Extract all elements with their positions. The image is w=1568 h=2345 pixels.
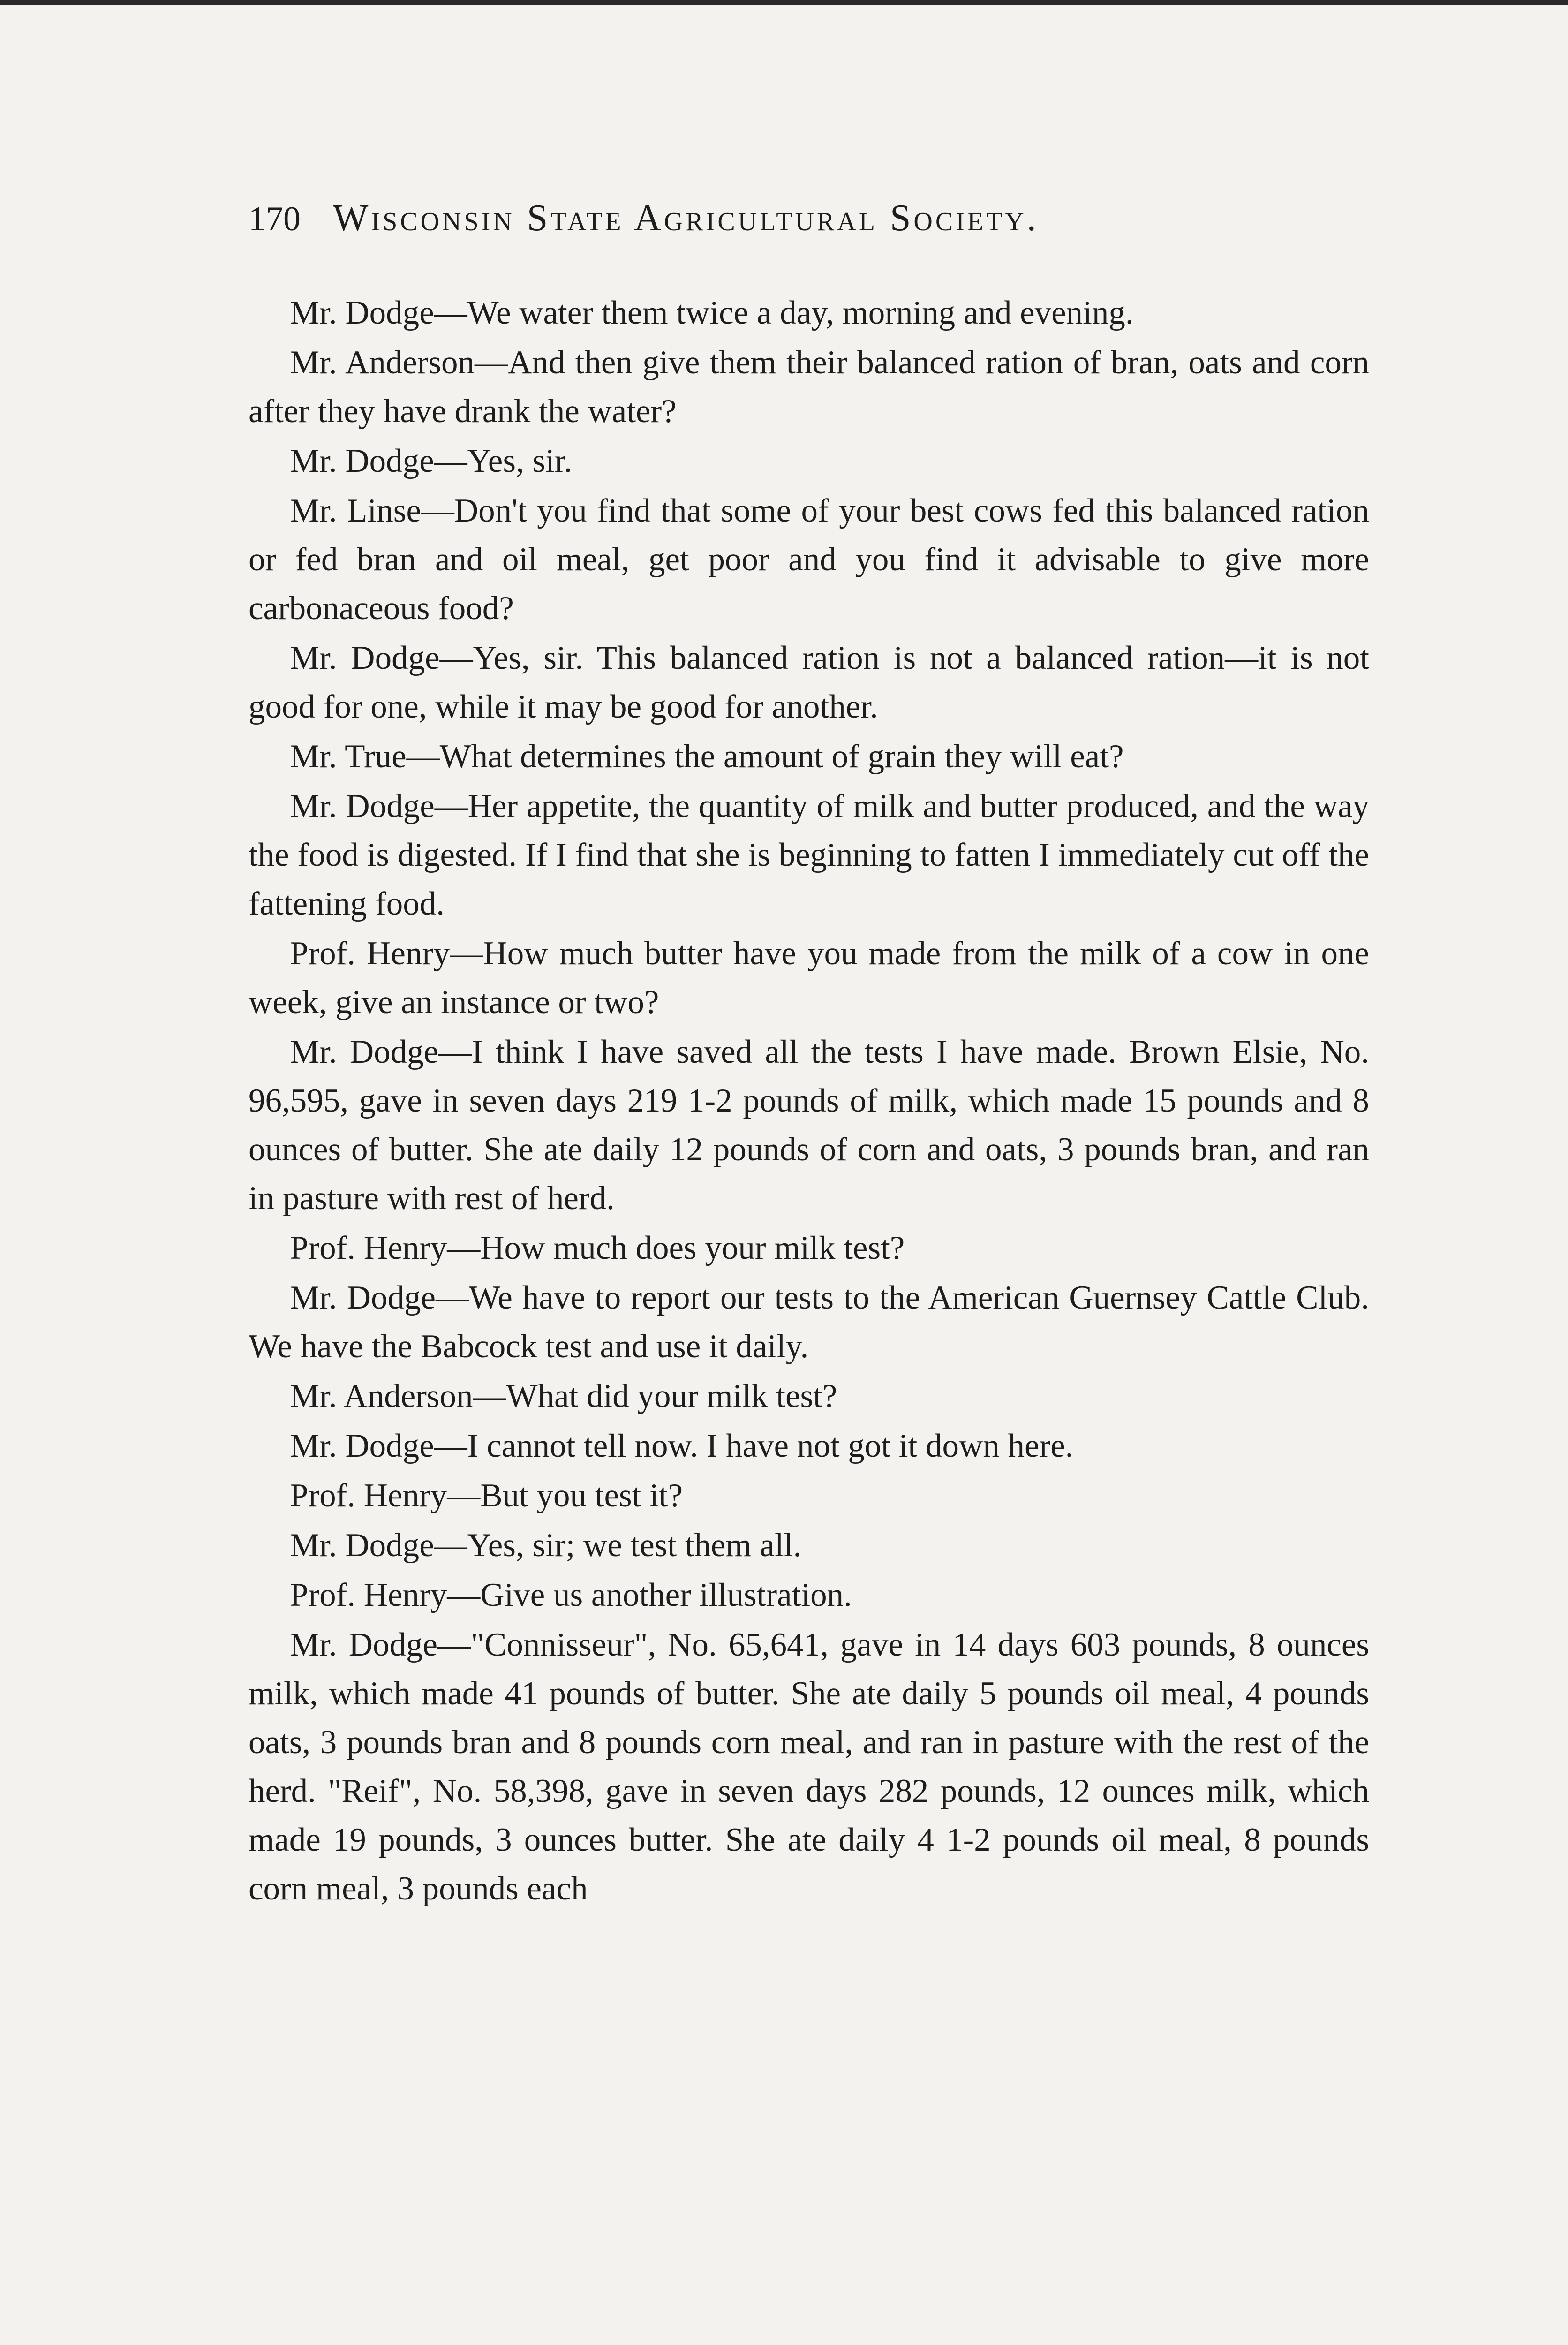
paragraph: Mr. True—What determines the amount of grain they will eat?	[290, 738, 1124, 775]
page-header	[249, 197, 1369, 263]
top-edge-rule	[0, 0, 1568, 5]
paragraph: Mr. Anderson—What did your milk test?	[290, 1378, 837, 1415]
paragraph: Prof. Henry—How much butter have you made from the milk of a cow in one week, give an instance or two?	[249, 935, 1369, 1021]
paragraph: Mr. Anderson—And then give them their balanced ration of bran, oats and corn after they have drank the water?	[249, 344, 1369, 430]
body-text	[249, 288, 1369, 1913]
paragraph: Mr. Dodge—Yes, sir; we test them all.	[290, 1527, 802, 1564]
paragraph: Mr. Dodge—We have to report our tests to the American Guernsey Cattle Club. We have the Babcock test and use it daily.	[249, 1279, 1369, 1365]
paragraph: Prof. Henry—How much does your milk test?	[290, 1230, 905, 1266]
paragraph: Mr. Dodge—Her appetite, the quantity of milk and butter produced, and the way the food is digested. If I find that she is beginning to fatten I immediately cut off the fattening food.	[249, 788, 1369, 922]
paragraph: Mr. Dodge—We water them twice a day, morning and evening.	[290, 295, 1134, 331]
paragraph: Prof. Henry—Give us another illustration.	[290, 1577, 852, 1613]
paragraph: Mr. Dodge—Yes, sir. This balanced ration is not a balanced ration—it is not good for one, while it may be good for another.	[249, 640, 1369, 725]
paragraph: Mr. Dodge—I think I have saved all the tests I have made. Brown Elsie, No. 96,595, gave in seven days 219 1-2 pounds of milk, which made 15 pounds and 8 ounces of butter. She ate daily 12 pounds of corn and oats, 3 pounds bran, and ran in pasture with rest of herd.	[249, 1034, 1369, 1217]
paragraph: Mr. Dodge—I cannot tell now. I have not got it down here.	[290, 1428, 1074, 1464]
page-number: 170	[249, 200, 301, 238]
running-head: Wisconsin State Agricultural Society.	[333, 197, 1039, 239]
book-page	[249, 197, 1369, 1914]
paragraph: Prof. Henry—But you test it?	[290, 1477, 683, 1514]
paragraph: Mr. Dodge—Yes, sir.	[290, 443, 573, 479]
paragraph: Mr. Dodge—"Connisseur", No. 65,641, gave in 14 days 603 pounds, 8 ounces milk, which made 41 pounds of butter. She ate daily 5 pounds oil meal, 4 pounds oats, 3 pounds bran and 8 pounds corn meal, and ran in pasture with the rest of the herd. "Reif", No. 58,398, gave in seven days 282 pounds, 12 ounces milk, which made 19 pounds, 3 ounces butter. She ate daily 4 1-2 pounds oil meal, 8 pounds corn meal, 3 pounds each	[249, 1626, 1369, 1907]
paragraph: Mr. Linse—Don't you find that some of your best cows fed this balanced ration or fed bran and oil meal, get poor and you find it advisable to give more carbonaceous food?	[249, 492, 1369, 627]
